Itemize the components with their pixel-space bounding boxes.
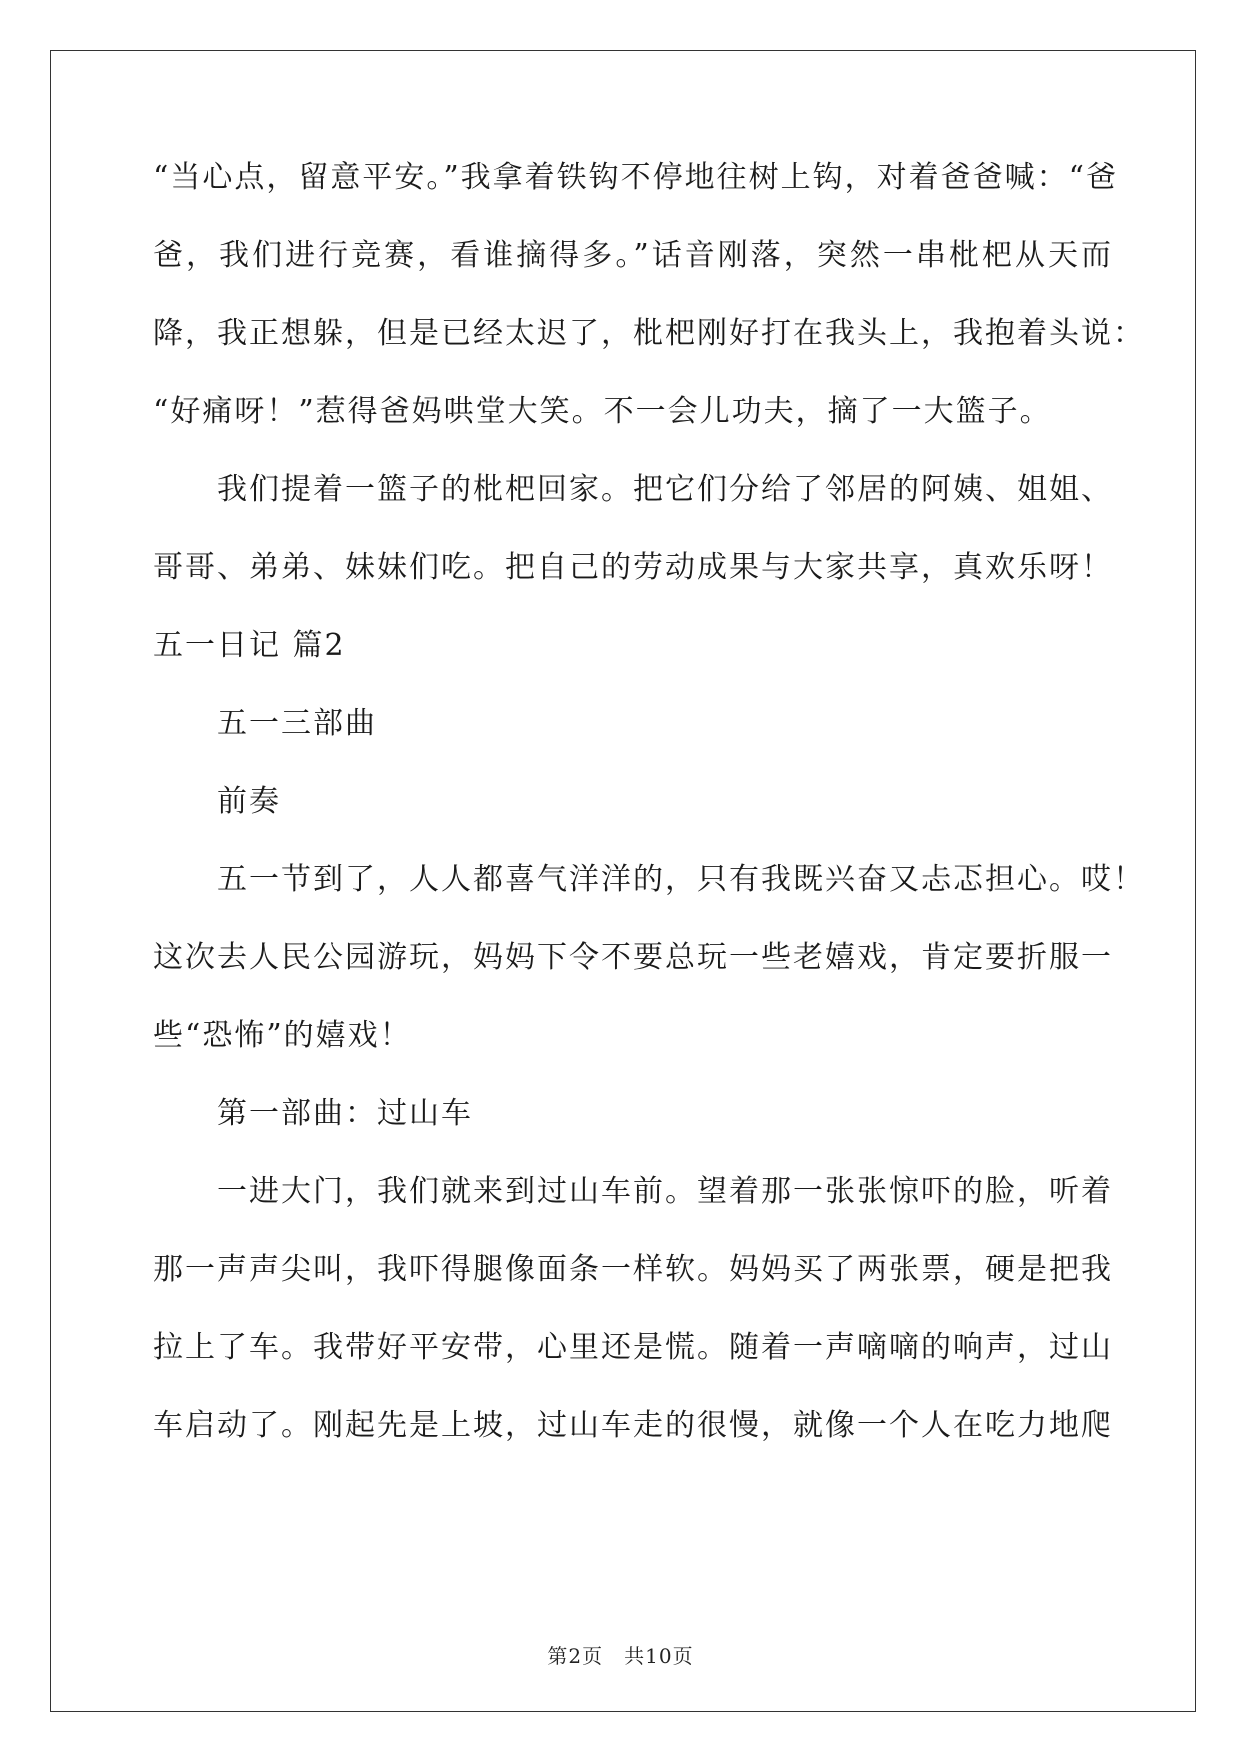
text-line: 一进大门，我们就来到过山车前。望着那一张张惊吓的脸，听着 — [217, 1174, 1113, 1209]
text-line: 哥哥、弟弟、妹妹们吃。把自己的劳动成果与大家共享，真欢乐呀！ — [153, 550, 1113, 585]
page-number: 第2页 共10页 — [547, 1644, 694, 1668]
text-line: 那一声声尖叫，我吓得腿像面条一样软。妈妈买了两张票，硬是把我 — [153, 1252, 1113, 1287]
sub-heading: 前奏 — [217, 784, 281, 819]
text-line: 这次去人民公园游玩，妈妈下令不要总玩一些老嬉戏，肯定要折服一 — [153, 940, 1113, 975]
text-line: 车启动了。刚起先是上坡，过山车走的很慢，就像一个人在吃力地爬 — [153, 1408, 1113, 1443]
text-line: 爸，我们进行竞赛，看谁摘得多。”话音刚落，突然一串枇杷从天而 — [153, 238, 1113, 273]
text-line: 些“恐怖”的嬉戏！ — [153, 1018, 412, 1053]
text-line: 降，我正想躲，但是已经太迟了，枇杷刚好打在我头上，我抱着头说： — [153, 316, 1145, 351]
text-line: “好痛呀！”惹得爸妈哄堂大笑。不一会儿功夫，摘了一大篮子。 — [153, 394, 1052, 429]
text-line: 我们提着一篮子的枇杷回家。把它们分给了邻居的阿姨、姐姐、 — [217, 472, 1113, 507]
text-line: “当心点，留意平安。”我拿着铁钩不停地往树上钩，对着爸爸喊：“爸 — [153, 160, 1119, 195]
text-line: 拉上了车。我带好平安带，心里还是慌。随着一声嘀嘀的响声，过山 — [153, 1330, 1113, 1365]
sub-heading: 第一部曲：过山车 — [217, 1096, 473, 1131]
text-line: 五一节到了，人人都喜气洋洋的，只有我既兴奋又忐忑担心。哎！ — [217, 862, 1145, 897]
document-body — [153, 158, 1145, 1484]
sub-heading: 五一三部曲 — [217, 706, 377, 741]
section-heading: 五一日记 篇2 — [153, 628, 346, 663]
